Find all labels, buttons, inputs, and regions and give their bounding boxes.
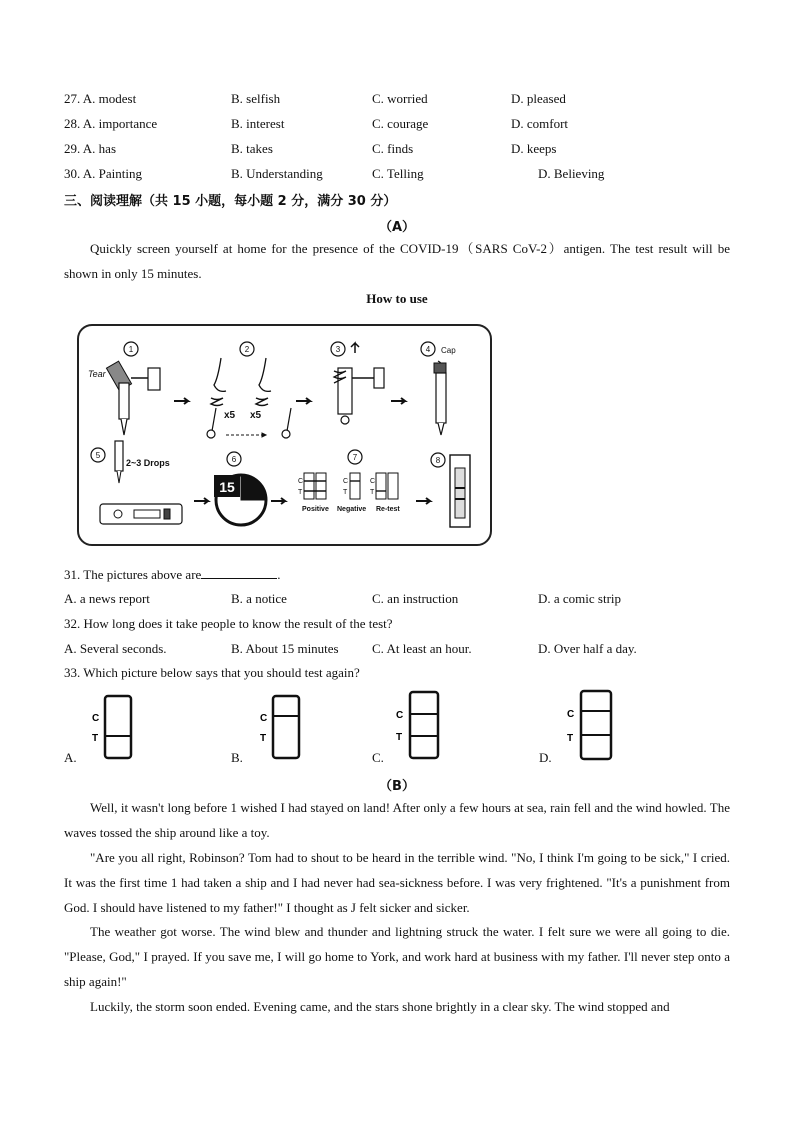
svg-text:Tear: Tear (88, 369, 106, 379)
option-a: A. a news report (64, 591, 150, 606)
svg-text:3: 3 (335, 345, 341, 354)
option-d: D. Over half a day. (538, 641, 637, 656)
option-a: A. Several seconds. (64, 641, 167, 656)
question-28 (64, 116, 744, 136)
svg-text:2: 2 (244, 345, 250, 354)
svg-text:T: T (370, 489, 375, 496)
option-c: C. worried (372, 91, 428, 106)
svg-text:15: 15 (219, 479, 235, 495)
option-a-label: A. (64, 750, 77, 765)
svg-text:C: C (567, 709, 575, 720)
story-paragraph: Luckily, the storm soon ended. Evening came, and the stars shone brightly in a clear sky. The wind stopped and (90, 999, 670, 1014)
svg-text:2~3 Drops: 2~3 Drops (126, 458, 170, 468)
option-d: D. Believing (538, 166, 605, 181)
svg-text:T: T (567, 733, 574, 744)
svg-text:7: 7 (352, 453, 358, 462)
svg-text:x5: x5 (250, 410, 262, 421)
question-29 (64, 141, 744, 161)
svg-text:8: 8 (435, 456, 441, 465)
how-to-use-heading: How to use (366, 291, 428, 306)
option-b: B. a notice (231, 591, 287, 606)
svg-text:x5: x5 (224, 410, 236, 421)
option-a: 29. A. has (64, 141, 116, 156)
option-c: C. finds (372, 141, 414, 156)
question-33: 33. Which picture below says that you should test again? (64, 665, 360, 680)
svg-text:1: 1 (128, 345, 134, 354)
option-a: 28. A. importance (64, 116, 158, 131)
option-b: B. About 15 minutes (231, 641, 339, 656)
svg-text:C: C (260, 713, 268, 724)
story-paragraph: The weather got worse. The wind blew and thunder and lightning struck the water. I felt sure we were all going to die. "Please, God," I prayed. If you save me, I will go home to York, and work hard at business with my father. I'll never step onto a ship again!" (64, 924, 730, 989)
part-b-label: （B） (379, 779, 415, 794)
intro-paragraph: Quickly screen yourself at home for the presence of the COVID-19（SARS CoV-2）antigen. The test result will be shown in only 15 minutes. (64, 241, 730, 281)
option-c: C. courage (372, 116, 429, 131)
test-strip-b (256, 694, 304, 760)
svg-text:T: T (260, 733, 267, 744)
option-d: D. comfort (511, 116, 569, 131)
story-paragraph: Well, it wasn't long before 1 wished I had stayed on land! After only a few hours at sea, rain fell and the wind howled. The waves tossed the ship around like a toy. (64, 800, 730, 840)
svg-text:C: C (92, 713, 100, 724)
svg-text:5: 5 (95, 451, 101, 460)
option-d: D. a comic strip (538, 591, 622, 606)
option-b: B. interest (231, 116, 285, 131)
part-a-label: （A） (378, 220, 416, 235)
question-31: 31. The pictures above are . (64, 567, 281, 582)
option-b: B. Understanding (231, 166, 323, 181)
option-d: D. keeps (511, 141, 557, 156)
svg-text:T: T (298, 489, 303, 496)
option-b: B. takes (231, 141, 273, 156)
option-c-label: C. (372, 750, 384, 765)
option-b-label: B. (231, 750, 243, 765)
option-d-label: D. (539, 750, 552, 765)
question-31-options (64, 591, 744, 611)
option-a: 27. A. modest (64, 91, 137, 106)
question-32: 32. How long does it take people to know the result of the test? (64, 616, 393, 631)
svg-text:T: T (92, 733, 99, 744)
svg-text:Re-test: Re-test (376, 506, 400, 513)
question-32-options (64, 641, 744, 661)
svg-text:4: 4 (425, 345, 431, 354)
story-paragraph: "Are you all right, Robinson? Tom had to shout to be heard in the terrible wind. "No, I think I'm going to be sick," I cried. It was the first time 1 had taken a ship and I had never had sea-sickness before. I was very frightened. "It's a punishment from God. I should have listened to my father!" I thought as J felt sicker and sicker. (64, 850, 730, 915)
test-strip-a (88, 694, 136, 760)
test-strip-c (392, 690, 444, 760)
svg-text:T: T (396, 732, 403, 743)
option-a: 30. A. Painting (64, 166, 143, 181)
svg-text:Cap: Cap (441, 346, 456, 355)
svg-text:C: C (343, 478, 349, 485)
svg-text:C: C (370, 478, 376, 485)
section-title: 三、阅读理解（共 15 小题，每小题 2 分，满分 30 分） (64, 194, 397, 209)
svg-text:C: C (396, 710, 404, 721)
svg-text:Positive: Positive (302, 506, 329, 513)
option-c: C. Telling (372, 166, 424, 181)
option-c: C. an instruction (372, 591, 459, 606)
option-d: D. pleased (511, 91, 566, 106)
question-27 (64, 91, 744, 111)
svg-text:Negative: Negative (337, 506, 367, 513)
test-instruction-diagram (76, 323, 494, 548)
svg-text:T: T (343, 489, 348, 496)
option-c: C. At least an hour. (372, 641, 472, 656)
test-strip-d (563, 689, 615, 761)
question-30 (64, 166, 744, 186)
svg-text:C: C (298, 478, 304, 485)
option-b: B. selfish (231, 91, 281, 106)
svg-text:6: 6 (231, 455, 237, 464)
